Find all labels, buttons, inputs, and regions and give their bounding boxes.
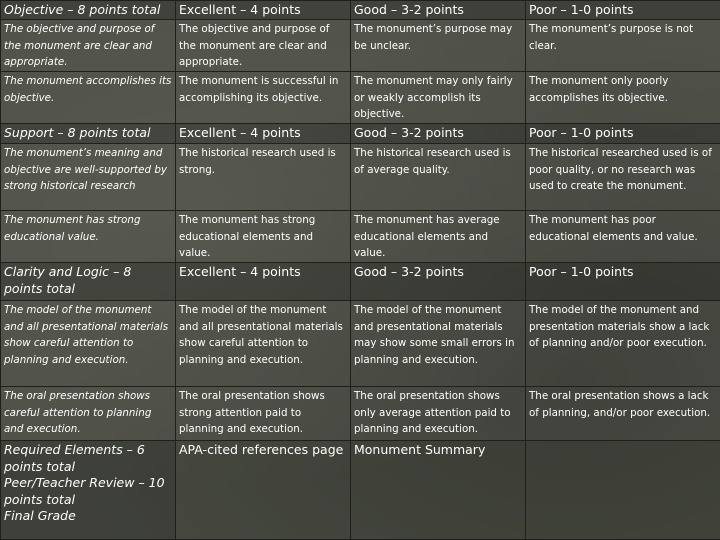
- level-excellent: Excellent – 4 points: [176, 263, 351, 301]
- table-row: [1, 144, 720, 211]
- level-good: Good – 3-2 points: [351, 263, 526, 301]
- peer-review-label: Peer/Teacher Review – 10 points total: [4, 475, 165, 507]
- criterion-title: Support – 8 points total: [1, 124, 176, 144]
- criterion-description: The monument has strong educational value.: [1, 211, 176, 263]
- excellent-description: The monument is successful in accomplishing its objective.: [176, 72, 351, 124]
- level-good: Good – 3-2 points: [351, 124, 526, 144]
- criterion-description: The monument accomplishes its objective.: [1, 72, 176, 124]
- poor-description: The monument’s purpose is not clear.: [526, 20, 720, 72]
- criterion-description: The monument’s meaning and objective are well-supported by strong historical research: [1, 144, 176, 211]
- excellent-description: The objective and purpose of the monument are clear and appropriate.: [176, 20, 351, 72]
- level-excellent: Excellent – 4 points: [176, 124, 351, 144]
- poor-description: The model of the monument and presentation materials show a lack of planning and/or poor execution.: [526, 301, 720, 387]
- good-description: The oral presentation shows only average attention paid to planning and execution.: [351, 387, 526, 441]
- section-header-objective: [1, 1, 720, 20]
- footer-labels: [1, 441, 176, 540]
- good-description: The historical research used is of average quality.: [351, 144, 526, 211]
- good-description: The monument has average educational elements and value.: [351, 211, 526, 263]
- excellent-description: The historical research used is strong.: [176, 144, 351, 211]
- excellent-description: The monument has strong educational elements and value.: [176, 211, 351, 263]
- footer-row: [1, 441, 720, 540]
- poor-description: The monument has poor educational elements and value.: [526, 211, 720, 263]
- poor-description: The monument only poorly accomplishes its objective.: [526, 72, 720, 124]
- table-row: [1, 72, 720, 124]
- level-poor: Poor – 1-0 points: [526, 124, 720, 144]
- good-description: The monument’s purpose may be unclear.: [351, 20, 526, 72]
- level-poor: Poor – 1-0 points: [526, 263, 720, 301]
- level-good: Good – 3-2 points: [351, 1, 526, 20]
- excellent-description: The oral presentation shows strong attention paid to planning and execution.: [176, 387, 351, 441]
- table-row: [1, 211, 720, 263]
- level-excellent: Excellent – 4 points: [176, 1, 351, 20]
- criterion-description: The objective and purpose of the monument are clear and appropriate.: [1, 20, 176, 72]
- table-row: [1, 387, 720, 441]
- criterion-description: The oral presentation shows careful attention to planning and execution.: [1, 387, 176, 441]
- criterion-title: Clarity and Logic – 8 points total: [1, 263, 176, 301]
- table-row: [1, 20, 720, 72]
- good-description: The monument may only fairly or weakly accomplish its objective.: [351, 72, 526, 124]
- table-row: [1, 301, 720, 387]
- good-description: The model of the monument and presentational materials may show some small errors in planning and execution.: [351, 301, 526, 387]
- empty-cell: [526, 441, 720, 540]
- final-grade-label: Final Grade: [4, 508, 76, 523]
- criterion-title: Objective – 8 points total: [1, 1, 176, 20]
- poor-description: The historical researched used is of poor quality, or no research was used to create the monument.: [526, 144, 720, 211]
- poor-description: The oral presentation shows a lack of planning, and/or poor execution.: [526, 387, 720, 441]
- level-poor: Poor – 1-0 points: [526, 1, 720, 20]
- section-header-clarity: [1, 263, 720, 301]
- section-header-support: [1, 124, 720, 144]
- references-requirement: APA-cited references page: [176, 441, 351, 540]
- criterion-description: The model of the monument and all presentational materials show careful attention to planning and execution.: [1, 301, 176, 387]
- excellent-description: The model of the monument and all presentational materials show careful attention to planning and execution.: [176, 301, 351, 387]
- required-elements-label: Required Elements – 6 points total: [4, 442, 145, 474]
- summary-requirement: Monument Summary: [351, 441, 526, 540]
